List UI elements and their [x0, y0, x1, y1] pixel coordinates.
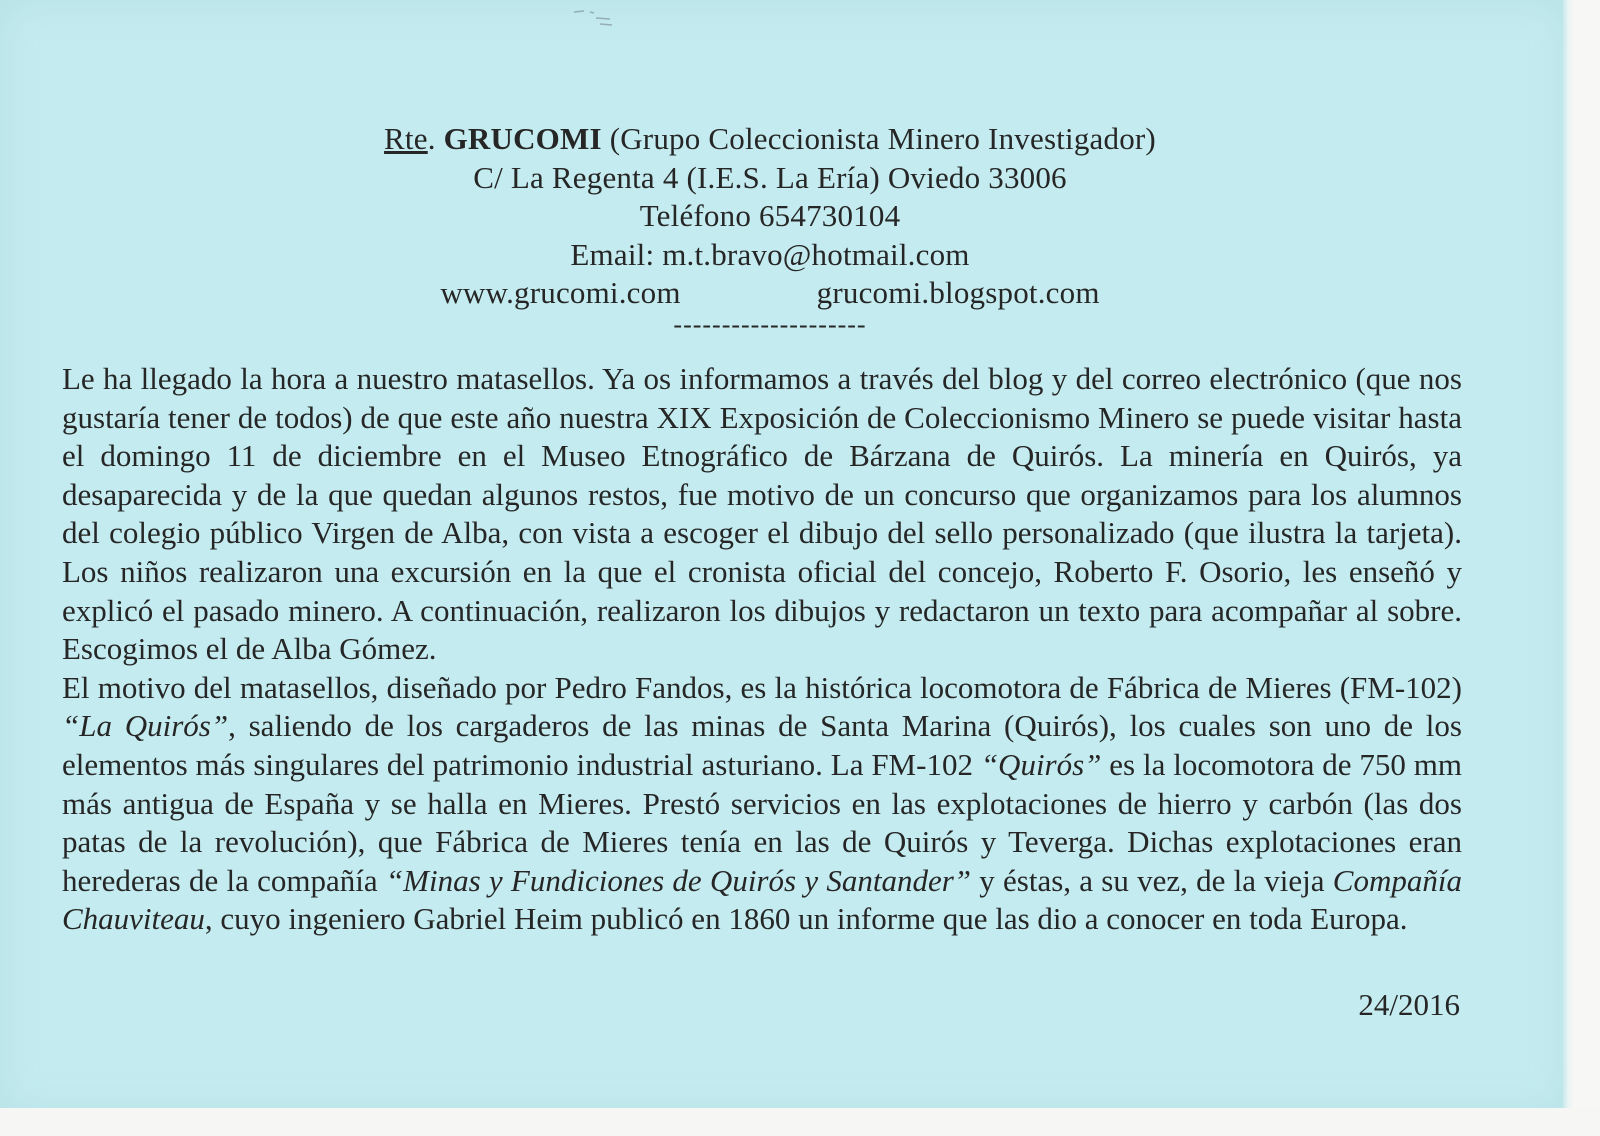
scan-border-right: [1562, 0, 1600, 1136]
rte-label: Rte: [384, 121, 428, 156]
company-name-2: Compañía Chauviteau: [62, 862, 1462, 937]
paragraph-2-part-c: es la locomotora de 750 mm más antigua de España y se halla en Mieres. Prestó servicios en las explotaciones de hierro y carbón (las dos patas de la revolución), que Fábrica de Mieres tenía en las de Quirós y Teverga. Dichas explotaciones eran herederas de la compañía: [62, 746, 1462, 898]
paragraph-2: [62, 669, 1462, 939]
sender-email: Email: m.t.bravo@hotmail.com: [570, 236, 970, 272]
scan-border-bottom: [0, 1108, 1600, 1136]
paragraph-2-part-b: , saliendo de los cargaderos de las minas de Santa Marina (Quirós), los cuales son uno de los elementos más singulares del patrimonio industrial asturiano. La FM-102: [62, 708, 1462, 782]
company-name-1: “Minas y Fundiciones de Quirós y Santander”: [385, 862, 972, 898]
paragraph-2-part-a: El motivo del matasellos, diseñado por Pedro Fandos, es la histórica locomotora de Fábrica de Mieres (FM-102): [62, 669, 1462, 705]
sender-name-line: [340, 120, 1200, 159]
paragraph-1: Le ha llegado la hora a nuestro matasellos. Ya os informamos a través del blog y del correo electrónico (que nos gustaría tener de todos) de que este año nuestra XIX Exposición de Coleccionismo Minero se puede visitar hasta el domingo 11 de diciembre en el Museo Etnográfico de Bárzana de Quirós. La minería en Quirós, ya desaparecida y de la que quedan algunos restos, fue motivo de un concurso que organizamos para los alumnos del colegio público Virgen de Alba, con vista a escoger el dibujo del sello personalizado (que ilustra la tarjeta). Los niños realizaron una excursión en la que el cronista oficial del concejo, Roberto F. Osorio, les enseñó y explicó el pasado minero. A continuación, realizaron los dibujos y redactaron un texto para acompañar al sobre. Escogimos el de Alba Gómez.: [62, 361, 1462, 667]
paragraph-2-part-e: , cuyo ingeniero Gabriel Heim publicó en 1860 un informe que las dio a conocer en toda Europa.: [204, 901, 1408, 937]
org-full-name: (Grupo Coleccionista Minero Investigador): [609, 121, 1156, 156]
sender-block: [340, 120, 1200, 343]
org-name: GRUCOMI: [443, 121, 602, 156]
sender-phone: Teléfono 654730104: [639, 198, 901, 233]
blog-text: grucomi.blogspot.com: [816, 275, 1100, 310]
scan-smudge: [570, 6, 618, 32]
locomotive-name-1: “La Quirós”: [62, 708, 229, 744]
message-body: [62, 360, 1462, 939]
website-text: www.grucomi.com: [440, 275, 681, 310]
paragraph-2-part-d: y éstas, a su vez, de la vieja: [971, 862, 1333, 898]
sender-address: C/ La Regenta 4 (I.E.S. La Ería) Oviedo 33006: [473, 159, 1067, 195]
reference-number: 24/2016: [1358, 987, 1460, 1022]
locomotive-name-2: “Quirós”: [980, 746, 1102, 782]
divider-dashes: --------------------: [673, 309, 867, 339]
rte-dot: .: [427, 121, 436, 156]
